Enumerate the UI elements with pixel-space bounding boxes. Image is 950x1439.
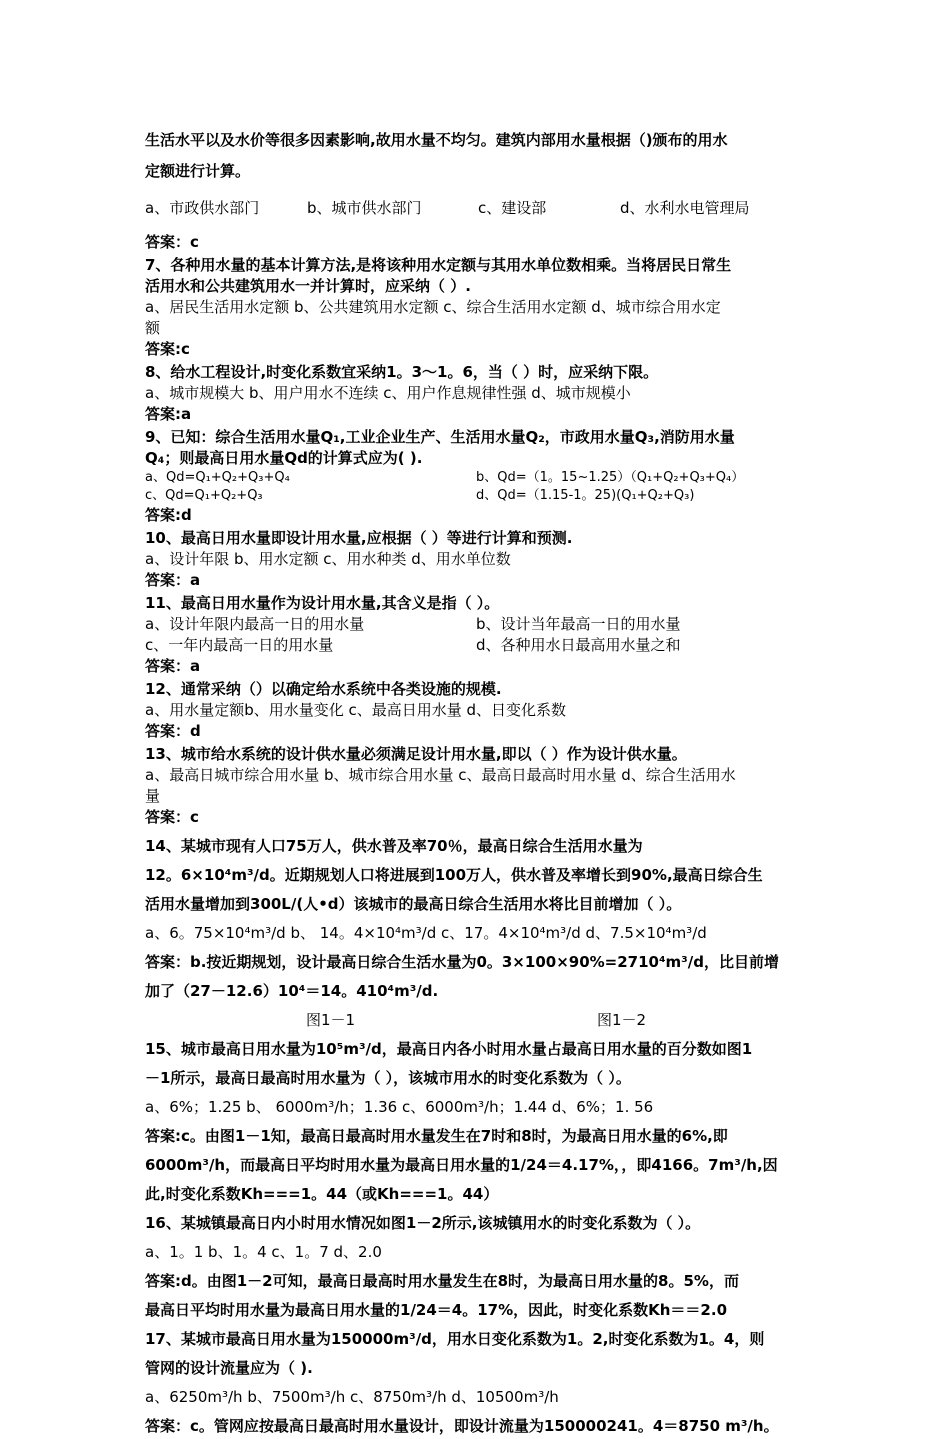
- answer-line: 答案:d: [145, 506, 192, 524]
- options-row: [145, 635, 807, 656]
- answer-line: 6000m³/h，而最高日平均时用水量为最高日用水量的1/24＝4.17%，，即4166。7m³/h,因: [145, 1156, 778, 1174]
- option-b: b、城市供水部门: [307, 199, 422, 217]
- answer-line: 答案:c: [145, 340, 190, 358]
- question-line: －1所示，最高日最高时用水量为（ ），该城市用水的时变化系数为（ ）。: [145, 1069, 631, 1087]
- figure-caption: 图1－2: [596, 1011, 647, 1029]
- text-line: 定额进行计算。: [145, 162, 251, 180]
- answer-line: 答案：a: [145, 657, 201, 675]
- option-a: a、市政供水部门: [145, 199, 260, 217]
- options-line: a、城市规模大 b、用户用水不连续 c、用户作息规律性强 d、城市规模小: [145, 384, 631, 402]
- options-row: [145, 469, 807, 487]
- options-line: a、6。75×10⁴m³/d b、 14。4×10⁴m³/d c、17。4×10⁴m³/d d、7.5×10⁴m³/d: [145, 924, 707, 942]
- question-line: 管网的设计流量应为（ ).: [145, 1359, 313, 1377]
- options-line: a、设计年限 b、用水定额 c、用水种类 d、用水单位数: [145, 550, 511, 568]
- options-row: [145, 196, 807, 221]
- question-line: 12、通常采纳（）以确定给水系统中各类设施的规模.: [145, 680, 502, 698]
- option-d: d、水利水电管理局: [620, 199, 750, 217]
- figure-captions: [145, 1008, 807, 1033]
- question-line: 活用水量增加到300L/(人•d）该城市的最高日综合生活用水将比目前增加（ ）。: [145, 895, 682, 913]
- question-line: 7、各种用水量的基本计算方法,是将该种用水定额与其用水单位数相乘。当将居民日常生: [145, 256, 732, 274]
- options-row: [145, 614, 807, 635]
- question-line: Q₄；则最高日用水量Qd的计算式应为( ).: [145, 449, 423, 467]
- options-line: a、居民生活用水定额 b、公共建筑用水定额 c、综合生活用水定额 d、城市综合用水定: [145, 298, 721, 316]
- options-line: a、6%；1.25 b、 6000m³/h；1.36 c、6000m³/h；1.44 d、6%；1. 56: [145, 1098, 654, 1116]
- text-line: 生活水平以及水价等很多因素影响,故用水量不均匀。建筑内部用水量根据（)颁布的用水: [145, 131, 728, 149]
- option-d: d、各种用水日最高用水量之和: [476, 636, 681, 654]
- answer-line: 最高日平均时用水量为最高日用水量的1/24＝4。17%，因此，时变化系数Kh＝＝2.0: [145, 1301, 728, 1319]
- question-line: 16、某城镇最高日内小时用水情况如图1－2所示,该城镇用水的时变化系数为（ ）。: [145, 1214, 701, 1232]
- options-line: 量: [145, 787, 161, 805]
- question-line: 15、城市最高日用水量为10⁵m³/d，最高日内各小时用水量占最高日用水量的百分数如图1: [145, 1040, 753, 1058]
- document-page: [145, 128, 807, 1439]
- answer-line: 答案:c。由图1－1知，最高日最高时用水量发生在7时和8时，为最高日用水量的6%,即: [145, 1127, 728, 1145]
- options-line: a、用水量定额b、用水量变化 c、最高日用水量 d、日变化系数: [145, 701, 567, 719]
- question-line: 9、已知：综合生活用水量Q₁,工业企业生产、生活用水量Q₂，市政用水量Q₃,消防用水量: [145, 428, 735, 446]
- option-d: d、Qd=（1.15-1。25)(Q₁+Q₂+Q₃): [476, 488, 695, 503]
- answer-line: 答案：c。管网应按最高日最高时用水量设计，即设计流量为150000241。4＝8750 m³/h。: [145, 1417, 779, 1435]
- answer-line: 答案:a: [145, 405, 192, 423]
- answer-line: 加了（27－12.6）10⁴＝14。410⁴m³/d.: [145, 982, 439, 1000]
- option-b: b、设计当年最高一日的用水量: [476, 615, 681, 633]
- answer-line: 答案：c: [145, 233, 199, 251]
- answer-line: 此,时变化系数Kh===1。44（或Kh===1。44）: [145, 1185, 499, 1203]
- option-c: c、Qd=Q₁+Q₂+Q₃: [145, 488, 263, 503]
- question-line: 14、某城市现有人口75万人，供水普及率70％，最高日综合生活用水量为: [145, 837, 643, 855]
- answer-line: 答案：b.按近期规划，设计最高日综合生活水量为0。3×100×90%=2710⁴m³/d，比目前增: [145, 953, 779, 971]
- options-line: a、1。1 b、1。4 c、1。7 d、2.0: [145, 1243, 382, 1261]
- question-line: 8、给水工程设计,时变化系数宜采纳1。3～1。6，当（ ）时，应采纳下限。: [145, 363, 659, 381]
- question-line: 13、城市给水系统的设计供水量必须满足设计用水量,即以（ ）作为设计供水量。: [145, 745, 687, 763]
- option-a: a、Qd=Q₁+Q₂+Q₃+Q₄: [145, 470, 290, 485]
- question-line: 11、最高日用水量作为设计用水量,其含义是指（ ）。: [145, 594, 500, 612]
- question-line: 12。6×10⁴m³/d。近期规划人口将进展到100万人，供水普及率增长到90%,最高日综合生: [145, 866, 763, 884]
- option-a: a、设计年限内最高一日的用水量: [145, 615, 365, 633]
- question-line: 10、最高日用水量即设计用水量,应根据（ ）等进行计算和预测.: [145, 529, 573, 547]
- options-line: a、最高日城市综合用水量 b、城市综合用水量 c、最高日最高时用水量 d、综合生活用水: [145, 766, 736, 784]
- figure-caption: 图1－1: [305, 1011, 356, 1029]
- option-c: c、一年内最高一日的用水量: [145, 636, 334, 654]
- answer-line: 答案:d。由图1－2可知，最高日最高时用水量发生在8时，为最高日用水量的8。5%，而: [145, 1272, 739, 1290]
- answer-line: 答案：a: [145, 571, 201, 589]
- question-line: 17、某城市最高日用水量为150000m³/d，用水日变化系数为1。2,时变化系数为1。4，则: [145, 1330, 765, 1348]
- option-c: c、建设部: [478, 199, 547, 217]
- option-b: b、Qd=（1。15~1.25）（Q₁+Q₂+Q₃+Q₄）: [476, 470, 745, 485]
- answer-line: 答案：c: [145, 808, 199, 826]
- answer-line: 答案：d: [145, 722, 201, 740]
- options-line: a、6250m³/h b、7500m³/h c、8750m³/h d、10500m³/h: [145, 1388, 559, 1406]
- options-line: 额: [145, 319, 161, 337]
- question-line: 活用水和公共建筑用水一并计算时，应采纳（ ）.: [145, 277, 471, 295]
- options-row: [145, 487, 807, 505]
